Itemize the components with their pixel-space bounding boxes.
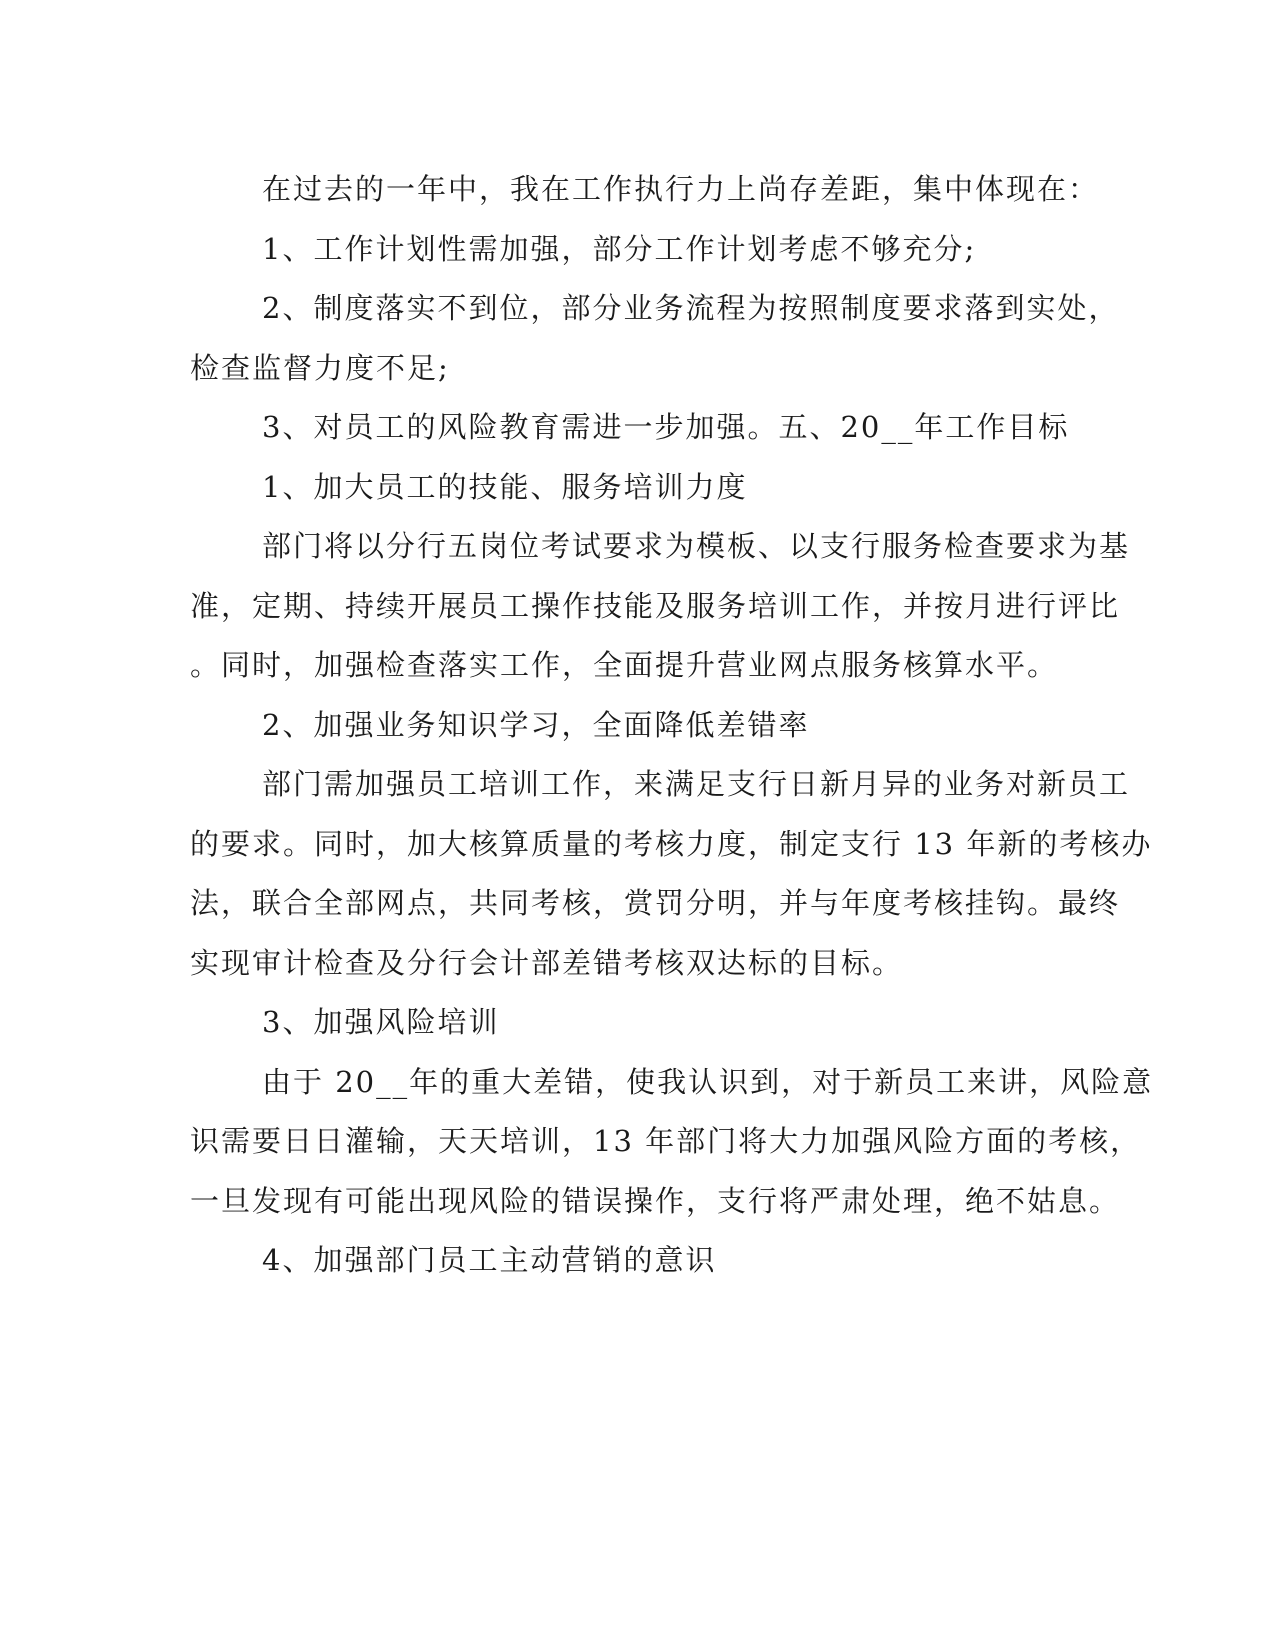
list-item-line: 3、对员工的风险教育需进一步加强。五、20__年工作目标 (262, 410, 1070, 444)
paragraph-continuation-line: 一旦发现有可能出现风险的错误操作，支行将严肃处理，绝不姑息。 (190, 1183, 1121, 1218)
paragraph-continuation-line: 的要求。同时，加大核算质量的考核力度，制定支行 13 年新的考核办 (190, 826, 1153, 861)
list-item-line: 1、工作计划性需加强，部分工作计划考虑不够充分; (262, 231, 977, 266)
section-heading-line: 1、加大员工的技能、服务培训力度 (262, 469, 748, 504)
list-item-line: 2、制度落实不到位，部分业务流程为按照制度要求落到实处， (262, 291, 1120, 325)
paragraph-continuation-line: 法，联合全部网点，共同考核，赏罚分明，并与年度考核挂钩。最终 (190, 886, 1121, 920)
section-heading-line: 3、加强风险培训 (262, 1005, 500, 1039)
paragraph-continuation-line: 。同时，加强检查落实工作，全面提升营业网点服务核算水平。 (190, 648, 1059, 682)
section-heading-line: 2、加强业务知识学习，全面降低差错率 (262, 707, 810, 742)
paragraph-line: 部门需加强员工培训工作，来满足支行日新月异的业务对新员工 (262, 767, 1131, 801)
paragraph-continuation-line: 实现审计检查及分行会计部差错考核双达标的目标。 (190, 945, 904, 980)
paragraph-line: 部门将以分行五岗位考试要求为模板、以支行服务检查要求为基 (262, 529, 1131, 563)
paragraph-continuation-line: 识需要日日灌输，天天培训，13 年部门将大力加强风险方面的考核， (190, 1124, 1142, 1158)
section-heading-line: 4、加强部门员工主动营销的意识 (262, 1243, 717, 1277)
paragraph-continuation-line: 检查监督力度不足; (190, 350, 450, 385)
paragraph-line: 在过去的一年中，我在工作执行力上尚存差距，集中体现在： (262, 172, 1100, 206)
document-body (190, 160, 1154, 1291)
paragraph-continuation-line: 准，定期、持续开展员工操作技能及服务培训工作，并按月进行评比 (190, 588, 1121, 623)
paragraph-line: 由于 20__年的重大差错，使我认识到，对于新员工来讲，风险意 (262, 1064, 1154, 1099)
